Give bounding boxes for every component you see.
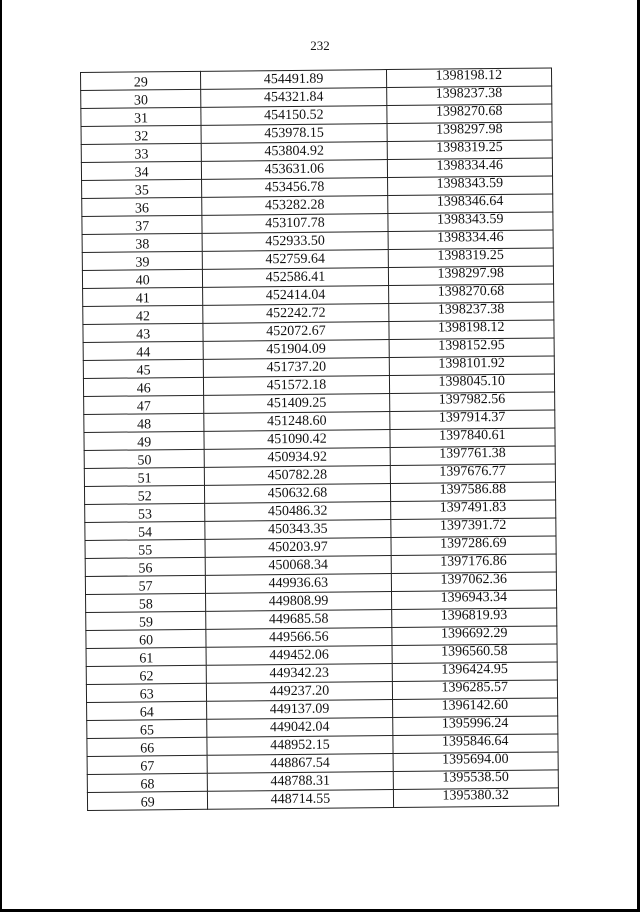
x-coordinate-value: 453804.92 xyxy=(264,143,325,160)
point-number-cell xyxy=(85,557,206,576)
y-coordinate-value: 1397391.72 xyxy=(439,517,507,534)
table-row xyxy=(87,788,558,811)
y-coordinate-value: 1398152.95 xyxy=(438,337,505,354)
y-coordinate-value: 1397586.88 xyxy=(439,481,507,498)
x-coordinate-value: 450782.28 xyxy=(267,467,328,484)
x-coordinate-value: 454491.89 xyxy=(263,71,324,88)
x-coordinate-value: 449808.99 xyxy=(268,593,329,610)
x-coordinate-cell xyxy=(204,430,389,450)
point-number-value: 54 xyxy=(138,525,153,541)
point-number-value: 57 xyxy=(138,579,153,595)
y-coordinate-value: 1396424.95 xyxy=(441,661,508,678)
y-coordinate-value: 1396692.29 xyxy=(440,625,508,642)
y-coordinate-value: 1398270.68 xyxy=(435,103,503,120)
y-coordinate-value: 1398319.25 xyxy=(437,247,504,264)
x-coordinate-cell xyxy=(208,790,393,810)
y-coordinate-value: 1398297.98 xyxy=(437,265,505,282)
y-coordinate-value: 1398297.98 xyxy=(436,121,503,138)
point-number-cell xyxy=(83,305,204,324)
point-number-cell xyxy=(86,593,207,612)
point-number-cell xyxy=(81,143,202,162)
x-coordinate-value: 453107.78 xyxy=(265,215,325,232)
point-number-value: 58 xyxy=(138,597,153,613)
point-number-value: 60 xyxy=(139,633,154,649)
point-number-cell xyxy=(84,485,205,504)
x-coordinate-cell xyxy=(202,142,387,162)
y-coordinate-value: 1398198.12 xyxy=(435,67,503,84)
point-number-value: 31 xyxy=(134,111,149,127)
x-coordinate-cell xyxy=(206,592,391,612)
point-number-cell xyxy=(81,161,202,180)
point-number-value: 33 xyxy=(134,147,149,163)
x-coordinate-cell xyxy=(202,160,387,180)
x-coordinate-cell xyxy=(208,772,393,792)
point-number-cell xyxy=(87,701,208,720)
y-coordinate-value: 1398237.38 xyxy=(435,85,503,102)
point-number-cell xyxy=(81,71,202,90)
point-number-value: 41 xyxy=(135,291,150,307)
x-coordinate-value: 452414.04 xyxy=(265,287,326,304)
point-number-value: 47 xyxy=(136,399,151,415)
x-coordinate-cell xyxy=(204,412,389,432)
point-number-cell xyxy=(87,773,208,792)
point-number-cell xyxy=(82,215,203,234)
y-coordinate-value: 1397761.38 xyxy=(439,445,506,462)
x-coordinate-cell xyxy=(203,322,388,342)
y-coordinate-value: 1398101.92 xyxy=(438,355,505,372)
x-coordinate-value: 453282.28 xyxy=(264,197,325,214)
point-number-cell xyxy=(84,413,205,432)
point-number-value: 52 xyxy=(137,489,152,505)
x-coordinate-cell xyxy=(202,232,387,252)
point-number-value: 44 xyxy=(136,345,151,361)
point-number-value: 37 xyxy=(135,219,150,235)
point-number-cell xyxy=(85,521,206,540)
point-number-value: 29 xyxy=(133,75,148,91)
x-coordinate-cell xyxy=(207,718,392,738)
y-coordinate-value: 1397840.61 xyxy=(438,427,506,444)
x-coordinate-cell xyxy=(205,538,390,558)
point-number-value: 67 xyxy=(140,759,155,775)
x-coordinate-value: 450343.35 xyxy=(268,521,328,538)
x-coordinate-value: 452242.72 xyxy=(265,305,326,322)
x-coordinate-cell xyxy=(201,106,386,126)
point-number-value: 51 xyxy=(137,471,152,487)
point-number-cell xyxy=(81,125,202,144)
point-number-value: 36 xyxy=(134,201,150,217)
x-coordinate-value: 450068.34 xyxy=(268,557,329,574)
point-number-value: 32 xyxy=(134,129,149,145)
x-coordinate-value: 449137.09 xyxy=(269,701,330,718)
x-coordinate-value: 449566.56 xyxy=(269,629,329,646)
point-number-value: 48 xyxy=(136,417,152,433)
x-coordinate-cell xyxy=(206,628,391,648)
x-coordinate-cell xyxy=(204,394,389,414)
y-coordinate-value: 1397286.69 xyxy=(440,535,507,552)
y-coordinate-value: 1398198.12 xyxy=(437,319,505,336)
y-coordinate-value: 1395380.32 xyxy=(442,787,510,804)
point-number-value: 50 xyxy=(137,453,152,469)
y-coordinate-value: 1397062.36 xyxy=(440,571,507,588)
y-coordinate-value: 1398045.10 xyxy=(438,373,506,390)
point-number-value: 62 xyxy=(139,669,154,685)
x-coordinate-cell xyxy=(204,358,389,378)
x-coordinate-value: 453631.06 xyxy=(264,161,325,178)
x-coordinate-cell xyxy=(207,754,392,774)
point-number-cell xyxy=(83,287,204,306)
point-number-value: 30 xyxy=(133,93,149,109)
y-coordinate-value: 1398237.38 xyxy=(437,301,505,318)
x-coordinate-value: 450934.92 xyxy=(267,449,327,466)
x-coordinate-cell xyxy=(202,178,387,198)
y-coordinate-value: 1397676.77 xyxy=(439,463,506,480)
point-number-value: 59 xyxy=(138,615,154,631)
point-number-value: 61 xyxy=(139,651,154,667)
x-coordinate-cell xyxy=(205,502,390,522)
point-number-cell xyxy=(87,737,208,756)
coordinate-table-body xyxy=(81,68,559,810)
y-coordinate-value: 1395846.64 xyxy=(441,733,509,750)
point-number-cell xyxy=(83,359,204,378)
point-number-cell xyxy=(81,107,202,126)
x-coordinate-cell xyxy=(202,214,387,234)
point-number-cell xyxy=(86,611,207,630)
x-coordinate-value: 450632.68 xyxy=(267,485,328,502)
point-number-cell xyxy=(86,665,207,684)
point-number-value: 43 xyxy=(136,327,151,343)
point-number-cell xyxy=(86,647,207,666)
point-number-cell xyxy=(84,467,205,486)
point-number-cell xyxy=(84,449,205,468)
point-number-value: 35 xyxy=(134,183,149,199)
point-number-cell xyxy=(87,755,208,774)
point-number-value: 49 xyxy=(137,435,152,451)
point-number-cell xyxy=(83,377,204,396)
point-number-value: 39 xyxy=(135,255,150,271)
x-coordinate-cell xyxy=(206,556,391,576)
x-coordinate-cell xyxy=(202,196,387,216)
point-number-value: 56 xyxy=(138,561,153,577)
x-coordinate-value: 452072.67 xyxy=(266,323,326,340)
x-coordinate-cell xyxy=(203,286,388,306)
x-coordinate-cell xyxy=(201,124,386,144)
y-coordinate-value: 1396142.60 xyxy=(441,697,509,714)
point-number-value: 69 xyxy=(140,795,155,811)
y-coordinate-value: 1397176.86 xyxy=(440,553,507,570)
point-number-cell xyxy=(82,251,203,270)
x-coordinate-value: 449342.23 xyxy=(269,665,330,682)
point-number-value: 66 xyxy=(140,741,155,757)
y-coordinate-value: 1396943.34 xyxy=(440,589,508,606)
x-coordinate-cell xyxy=(206,610,391,630)
y-coordinate-value: 1396819.93 xyxy=(440,607,508,624)
y-coordinate-value: 1396285.57 xyxy=(441,679,509,696)
point-number-value: 42 xyxy=(135,309,151,325)
x-coordinate-value: 449237.20 xyxy=(269,683,330,700)
x-coordinate-value: 454321.84 xyxy=(263,89,324,106)
x-coordinate-cell xyxy=(204,448,389,468)
point-number-value: 63 xyxy=(139,687,154,703)
y-coordinate-value: 1398346.64 xyxy=(436,193,504,210)
point-number-value: 34 xyxy=(134,165,149,181)
x-coordinate-value: 451409.25 xyxy=(266,395,327,412)
y-coordinate-value: 1395996.24 xyxy=(441,715,509,732)
x-coordinate-cell xyxy=(201,88,386,108)
point-number-value: 68 xyxy=(140,777,155,793)
x-coordinate-value: 454150.52 xyxy=(264,107,324,124)
point-number-cell xyxy=(83,341,204,360)
y-coordinate-value: 1398270.68 xyxy=(437,283,505,300)
x-coordinate-value: 451090.42 xyxy=(267,431,327,448)
x-coordinate-cell xyxy=(207,736,392,756)
x-coordinate-cell xyxy=(203,268,388,288)
x-coordinate-cell xyxy=(206,574,391,594)
point-number-value: 64 xyxy=(139,705,154,721)
x-coordinate-cell xyxy=(207,682,392,702)
y-coordinate-value: 1397491.83 xyxy=(439,499,507,516)
point-number-cell xyxy=(82,179,203,198)
point-number-value: 45 xyxy=(136,363,151,379)
page-number: 232 xyxy=(310,38,330,53)
point-number-value: 65 xyxy=(139,723,155,739)
y-coordinate-value: 1396560.58 xyxy=(441,643,508,660)
x-coordinate-cell xyxy=(203,304,388,324)
y-coordinate-value: 1397982.56 xyxy=(438,391,506,408)
x-coordinate-value: 451248.60 xyxy=(266,413,327,430)
x-coordinate-value: 451904.09 xyxy=(266,341,326,358)
x-coordinate-value: 450203.97 xyxy=(268,539,328,556)
point-number-cell xyxy=(81,89,202,108)
point-number-cell xyxy=(85,575,206,594)
x-coordinate-cell xyxy=(205,466,390,486)
point-number-cell xyxy=(85,503,206,522)
point-number-value: 40 xyxy=(135,273,150,289)
x-coordinate-value: 450486.32 xyxy=(267,503,328,520)
x-coordinate-value: 452586.41 xyxy=(265,269,326,286)
y-coordinate-value: 1398334.46 xyxy=(437,229,504,246)
point-number-value: 38 xyxy=(135,237,150,253)
coordinate-table xyxy=(80,67,559,810)
y-coordinate-value: 1398319.25 xyxy=(436,139,503,156)
x-coordinate-cell xyxy=(203,250,388,270)
point-number-cell xyxy=(86,683,207,702)
point-number-value: 53 xyxy=(137,507,152,523)
x-coordinate-value: 453978.15 xyxy=(264,125,324,142)
y-coordinate-value: 1395538.50 xyxy=(442,769,509,786)
x-coordinate-cell xyxy=(207,700,392,720)
point-number-cell xyxy=(87,719,208,738)
x-coordinate-value: 448952.15 xyxy=(270,737,330,754)
x-coordinate-cell xyxy=(204,376,389,396)
point-number-cell xyxy=(83,323,204,342)
point-number-cell xyxy=(87,791,208,810)
point-number-cell xyxy=(84,395,205,414)
x-coordinate-value: 448714.55 xyxy=(270,791,331,808)
x-coordinate-cell xyxy=(201,70,386,90)
point-number-cell xyxy=(82,197,203,216)
point-number-cell xyxy=(82,233,203,252)
point-number-cell xyxy=(82,269,203,288)
y-coordinate-value: 1398343.59 xyxy=(436,175,504,192)
x-coordinate-value: 449042.04 xyxy=(269,719,330,736)
x-coordinate-value: 449936.63 xyxy=(268,575,329,592)
x-coordinate-cell xyxy=(205,484,390,504)
x-coordinate-value: 452759.64 xyxy=(265,251,326,268)
point-number-value: 46 xyxy=(136,381,151,397)
y-coordinate-value: 1398334.46 xyxy=(436,157,504,174)
x-coordinate-value: 453456.78 xyxy=(264,179,325,196)
x-coordinate-value: 449452.06 xyxy=(269,647,329,664)
point-number-cell xyxy=(84,431,205,450)
x-coordinate-value: 448788.31 xyxy=(270,773,331,790)
y-coordinate-cell xyxy=(393,788,559,808)
x-coordinate-cell xyxy=(207,664,392,684)
y-coordinate-value: 1395694.00 xyxy=(442,751,509,768)
y-coordinate-value: 1397914.37 xyxy=(438,409,506,426)
point-number-value: 55 xyxy=(138,543,153,559)
x-coordinate-value: 449685.58 xyxy=(268,611,329,628)
x-coordinate-cell xyxy=(205,520,390,540)
y-coordinate-value: 1398343.59 xyxy=(436,211,504,228)
x-coordinate-cell xyxy=(206,646,391,666)
point-number-cell xyxy=(86,629,207,648)
x-coordinate-value: 452933.50 xyxy=(265,233,325,250)
x-coordinate-cell xyxy=(203,340,388,360)
x-coordinate-value: 448867.54 xyxy=(270,755,330,772)
x-coordinate-value: 451572.18 xyxy=(266,377,327,394)
x-coordinate-value: 451737.20 xyxy=(266,359,327,376)
point-number-cell xyxy=(85,539,206,558)
